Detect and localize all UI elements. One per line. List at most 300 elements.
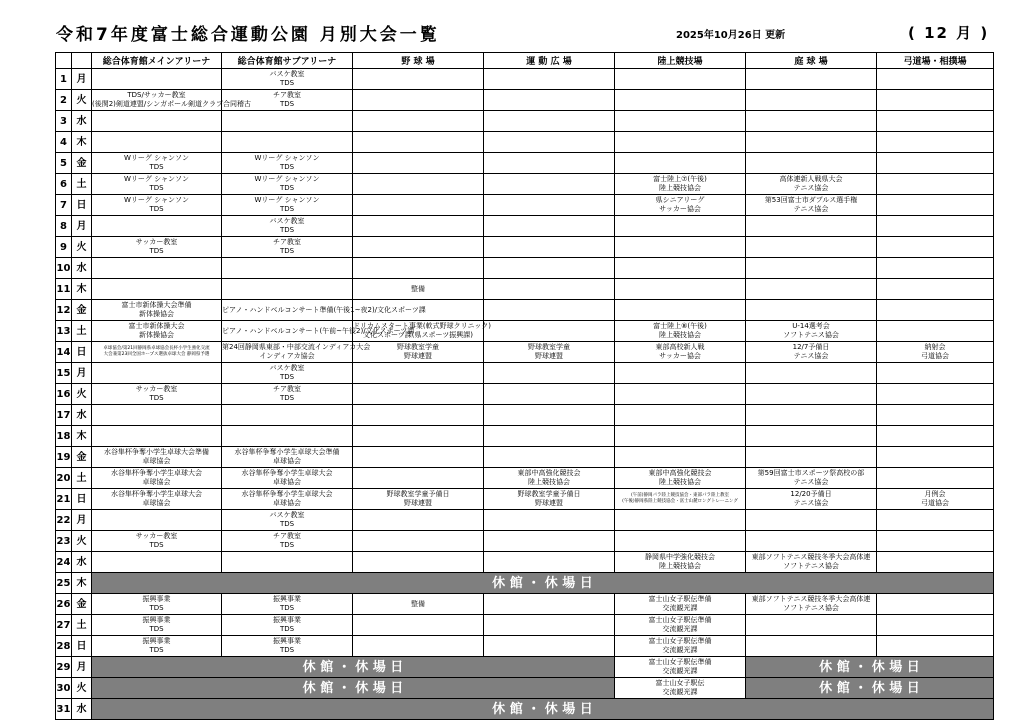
event-cell [877,132,994,153]
event-cell [877,69,994,90]
event-cell [222,615,353,636]
event-cell [877,384,994,405]
cell-line: 交流観光課 [662,667,698,675]
cell-line: 富士陸上⑧(午後) [653,322,707,330]
cell-line: TDS/サッカー教室 [127,91,186,99]
event-cell [222,132,353,153]
event-cell [353,258,484,279]
event-cell [92,195,222,216]
table-row [56,321,994,342]
event-cell [877,111,994,132]
day-of-week: 土 [72,174,92,195]
cell-line: TDS [149,247,164,255]
cell-line: 静岡県中学強化競技会 [645,553,715,561]
column-header: 運 動 広 場 [484,53,615,69]
cell-line: 富士市新体操大会 [128,322,185,330]
day-of-week: 木 [72,132,92,153]
event-cell [92,342,222,363]
event-cell [877,468,994,489]
table-row [56,552,994,573]
event-cell [222,216,353,237]
day-of-week: 土 [72,321,92,342]
event-cell [877,552,994,573]
cell-line: チア教室 [273,238,301,246]
event-cell [746,216,877,237]
event-cell [92,111,222,132]
cell-line: TDS [149,541,164,549]
cell-line: Wリーグ シャンソン [123,175,189,183]
event-cell [484,468,615,489]
event-cell [353,468,484,489]
column-header: 庭 球 場 [746,53,877,69]
day-number: 21 [56,489,72,510]
event-cell [353,216,484,237]
event-cell [353,195,484,216]
event-cell [615,279,746,300]
event-cell [877,300,994,321]
day-number: 9 [56,237,72,258]
day-number: 18 [56,426,72,447]
event-cell [484,258,615,279]
cell-line: 野球教室学童予備日 [386,490,450,498]
event-cell [877,363,994,384]
table-row [56,573,994,594]
event-cell [222,300,426,321]
day-number: 5 [56,153,72,174]
day-of-week: 土 [72,468,92,489]
cell-line: 富士山女子駅伝 [655,679,705,687]
cell-line: Wリーグ シャンソン [123,196,189,204]
table-row [56,657,994,678]
cell-line: 卓球協会/第21回静岡県卓球協会長杯小学生強化交流 [103,346,210,351]
cell-line: 東部ソフトテニス競技冬季大会高体連 [751,553,871,561]
cell-line: TDS [279,625,295,633]
event-cell [746,195,877,216]
header-row [56,53,994,69]
schedule-body [56,69,994,720]
cell-line: TDS [279,226,295,234]
event-cell [484,447,615,468]
cell-line: テニス協会 [793,184,829,192]
cell-line: 野球連盟 [404,352,432,360]
table-row [56,258,994,279]
cell-line: 交流観光課 [662,688,698,696]
day-number: 17 [56,405,72,426]
cell-line: バスケ教室 [269,364,305,372]
table-row [56,90,994,111]
event-cell [222,489,353,510]
cell-line: 野球教室学童予備日 [517,490,581,498]
event-cell [746,69,877,90]
event-cell [484,69,615,90]
cell-line: TDS [149,394,164,402]
cell-line: 水谷隼杯争奪小学生卓球大会 [241,469,333,477]
event-cell [222,426,353,447]
updated-date: 2025年10月26日 更新 [676,30,786,41]
event-cell [615,216,746,237]
cell-line: TDS [149,205,164,213]
event-cell [746,363,877,384]
event-cell [615,90,746,111]
event-cell [353,384,484,405]
event-cell [877,90,994,111]
event-cell [484,216,615,237]
day-of-week: 月 [72,69,92,90]
day-number: 14 [56,342,72,363]
day-of-week: 金 [72,153,92,174]
event-cell [484,426,615,447]
event-cell [615,111,746,132]
closed-day-banner: 休 館 ・ 休 場 日 [92,573,994,594]
cell-line: 第53回富士市ダブルス選手権 [764,196,858,204]
event-cell [353,237,484,258]
event-cell [353,132,484,153]
cell-line: テニス協会 [793,499,829,507]
event-cell [877,636,994,657]
header-blank [56,53,72,69]
cell-line: 卓球協会 [142,478,171,486]
event-cell [484,363,615,384]
event-cell [92,237,222,258]
event-cell [92,363,222,384]
cell-line: TDS [279,205,295,213]
cell-line: 野球教室学童 [528,343,570,351]
closed-day-banner: 休 館 ・ 休 場 日 [92,657,615,678]
event-cell [484,237,615,258]
event-cell [92,216,222,237]
day-of-week: 火 [72,678,92,699]
cell-line: サッカー教室 [135,238,178,246]
cell-line: バスケ教室 [269,70,305,78]
event-cell [222,363,353,384]
cell-line: TDS [279,184,295,192]
day-number: 13 [56,321,72,342]
event-cell [615,363,746,384]
event-cell [484,342,615,363]
event-cell [92,594,222,615]
column-header: 総合体育館メインアリーナ [92,53,222,69]
cell-line: TDS [279,163,295,171]
cell-line: TDS [279,520,295,528]
cell-line: 富士山女子駅伝準備 [648,637,712,645]
event-cell [746,300,877,321]
cell-line: インディアカ協会 [259,352,315,360]
event-cell [877,531,994,552]
day-number: 28 [56,636,72,657]
cell-line: 振興事業 [273,616,301,624]
track-cell [615,657,746,678]
event-cell [615,342,746,363]
day-of-week: 水 [72,552,92,573]
event-cell [877,615,994,636]
table-row [56,363,994,384]
event-cell [746,384,877,405]
cell-line: テニス協会 [793,352,829,360]
day-of-week: 火 [72,237,92,258]
day-of-week: 木 [72,426,92,447]
event-cell [484,489,615,510]
event-cell [746,153,877,174]
cell-line: TDS [279,247,295,255]
event-cell [877,405,994,426]
day-of-week: 水 [72,258,92,279]
event-cell [484,594,615,615]
event-cell [484,531,615,552]
event-cell [92,531,222,552]
day-of-week: 日 [72,489,92,510]
event-cell [484,300,615,321]
cell-line: TDS [149,646,164,654]
event-cell [484,132,615,153]
event-cell [746,111,877,132]
cell-line: 東部中高強化競技会 [517,469,581,477]
day-of-week: 火 [72,531,92,552]
cell-line: サッカー教室 [135,532,178,540]
event-cell [222,636,353,657]
table-row [56,531,994,552]
cell-line: (午前)静岡パラ陸上競技協会・東部パラ陸上教室 [630,493,729,498]
day-of-week: 水 [72,699,92,720]
event-cell [615,636,746,657]
event-cell [92,258,222,279]
cell-line: 文化スポーツ課(県スポーツ振興課) [363,331,473,339]
column-header: 野 球 場 [353,53,484,69]
event-cell [877,342,994,363]
event-cell [484,510,615,531]
event-cell [353,489,484,510]
event-cell [877,279,994,300]
cell-line: 交流観光課 [662,625,698,633]
event-cell [222,195,353,216]
event-cell [615,447,746,468]
event-cell [877,174,994,195]
event-cell [353,279,484,300]
event-cell [877,489,994,510]
event-cell [484,615,615,636]
cell-line: 高体連新人戦県大会 [779,175,843,183]
table-row [56,111,994,132]
event-cell [615,321,746,342]
table-row [56,594,994,615]
event-cell [353,363,484,384]
cell-line: サッカー協会 [659,205,701,213]
day-number: 23 [56,531,72,552]
event-cell [92,279,222,300]
event-cell [615,132,746,153]
table-row [56,468,994,489]
cell-line: 水谷隼杯争奪小学生卓球大会 [111,490,202,498]
day-of-week: 月 [72,216,92,237]
event-cell [222,342,371,363]
day-of-week: 日 [72,195,92,216]
cell-line: TDS [279,646,295,654]
event-cell [92,510,222,531]
event-cell [484,552,615,573]
event-cell [877,216,994,237]
event-cell [615,405,746,426]
event-cell [877,258,994,279]
cell-line: 交流観光課 [662,646,698,654]
cell-line: チア教室 [273,532,301,540]
event-cell [615,300,746,321]
table-row [56,216,994,237]
cell-line: 振興事業 [273,595,301,603]
day-of-week: 水 [72,111,92,132]
cell-line: 富士山女子駅伝準備 [648,616,712,624]
day-number: 25 [56,573,72,594]
event-cell [484,195,615,216]
event-cell [615,195,746,216]
cell-line: 大会兼第23回全国ホープス選抜卓球大会 静岡県予選 [103,352,210,357]
day-number: 29 [56,657,72,678]
event-cell [484,174,615,195]
day-of-week: 金 [72,300,92,321]
day-number: 4 [56,132,72,153]
event-cell [615,174,746,195]
event-cell [353,321,491,342]
event-cell [746,489,877,510]
cell-line: 県シニアリーグ [655,196,705,204]
event-cell [615,426,746,447]
day-of-week: 土 [72,615,92,636]
event-cell [615,258,746,279]
event-cell [353,342,484,363]
cell-line: ドリカムスタート事業(軟式野球クリニック) [353,322,491,330]
day-number: 11 [56,279,72,300]
day-of-week: 日 [72,342,92,363]
cell-line: サッカー協会 [659,352,701,360]
cell-line: 12/20予備日 [790,490,832,498]
cell-line: 野球連盟 [535,499,563,507]
cell-line: 富士山女子駅伝準備 [648,595,712,603]
cell-line: 富士市新体操大会準備 [121,301,192,309]
table-row [56,69,994,90]
cell-line: 水谷隼杯争奪小学生卓球大会準備 [104,448,209,456]
event-cell [615,531,746,552]
cell-line: 卓球協会 [273,478,301,486]
event-cell [353,405,484,426]
cell-line: TDS [279,100,295,108]
table-row [56,405,994,426]
cell-line: 野球教室学童 [397,343,439,351]
cell-line: 水谷隼杯争奪小学生卓球大会 [111,469,202,477]
event-cell [877,447,994,468]
event-cell [484,321,615,342]
day-number: 12 [56,300,72,321]
event-cell [746,447,877,468]
event-cell [92,615,222,636]
event-cell [353,426,484,447]
day-of-week: 月 [72,363,92,384]
event-cell [353,447,484,468]
event-cell [222,384,353,405]
cell-line: 陸上競技協会 [528,478,570,486]
cell-line: 月例会 [924,490,946,498]
day-number: 20 [56,468,72,489]
column-header: 弓道場・相撲場 [877,53,994,69]
event-cell [222,468,353,489]
event-cell [353,552,484,573]
cell-line: 水谷隼杯争奪小学生卓球大会準備 [234,448,340,456]
event-cell [746,426,877,447]
cell-line: TDS [279,604,295,612]
table-row [56,300,994,321]
cell-line: チア教室 [273,385,301,393]
cell-line: Wリーグ シャンソン [254,154,320,162]
event-cell [877,321,994,342]
event-cell [746,90,877,111]
cell-line: 12/7予備日 [792,343,830,351]
header-blank [72,53,92,69]
closed-day-banner: 休 館 ・ 休 場 日 [746,657,994,678]
cell-line: 富士山女子駅伝準備 [648,658,712,666]
event-cell [353,111,484,132]
cell-line: 整備 [411,284,425,293]
cell-line: Wリーグ シャンソン [254,196,320,204]
event-cell [92,447,222,468]
cell-line: 第24回静岡県東部・中部交流インディアカ大会 [222,343,371,351]
table-row [56,447,994,468]
day-number: 2 [56,90,72,111]
day-of-week: 月 [72,510,92,531]
event-cell [353,153,484,174]
event-cell [92,69,222,90]
cell-line: 東部中高強化競技会 [648,469,712,477]
cell-line: 野球連盟 [404,499,432,507]
cell-line: 陸上競技協会 [659,478,701,486]
cell-line: U-14選考会 [792,322,830,330]
event-cell [222,510,353,531]
event-cell [484,384,615,405]
event-cell [746,552,877,573]
event-cell [615,510,746,531]
cell-line: (後関2)剣道連盟/シンガポール剣道クラブ合同稽古 [92,100,251,108]
table-row [56,195,994,216]
cell-line: 野球連盟 [535,352,563,360]
event-cell [92,321,222,342]
cell-line: 整備 [411,599,425,608]
table-row [56,174,994,195]
day-of-week: 金 [72,594,92,615]
table-row [56,384,994,405]
event-cell [746,531,877,552]
cell-line: 第59回富士市スポーツ祭高校の部 [757,469,865,477]
event-cell [222,111,353,132]
table-row [56,636,994,657]
event-cell [353,69,484,90]
cell-line: ソフトテニス協会 [783,562,839,570]
cell-line: テニス協会 [793,205,829,213]
cell-line: TDS [149,184,164,192]
event-cell [92,132,222,153]
day-number: 8 [56,216,72,237]
event-cell [222,153,353,174]
column-header: 総合体育館サブアリーナ [222,53,353,69]
day-of-week: 火 [72,90,92,111]
event-cell [222,552,353,573]
event-cell [877,510,994,531]
event-cell [92,174,222,195]
cell-line: 振興事業 [273,637,301,645]
event-cell [92,468,222,489]
day-of-week: 金 [72,447,92,468]
event-cell [484,153,615,174]
event-cell [615,69,746,90]
event-cell [746,468,877,489]
table-row [56,699,994,720]
cell-line: Wリーグ シャンソン [123,154,189,162]
event-cell [92,552,222,573]
